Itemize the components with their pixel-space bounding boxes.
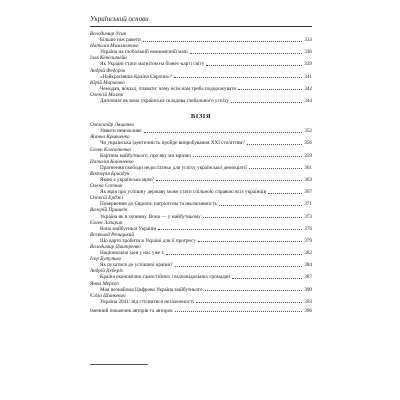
toc-final-entry[interactable]	[90, 308, 312, 314]
entry-title: Що варто зробити в Україні для її прогресу	[100, 237, 196, 244]
dot-leader	[206, 65, 302, 66]
entry-title: Вона майбутньої України	[100, 225, 157, 232]
toc-author: Володимир Усик	[90, 31, 127, 37]
entry-title: Національна ідея у нас уже є	[100, 250, 164, 257]
page-number: 359	[304, 152, 312, 159]
page-number: 342	[304, 85, 312, 92]
entry-title: Картина майбутнього, про яку ми мріємо	[100, 152, 191, 159]
page-number: 393	[304, 298, 312, 305]
dot-leader	[193, 156, 302, 157]
toc-author: Ігор Бутунько	[90, 256, 122, 263]
page-number: 356	[304, 140, 312, 147]
toc-author: Юрій Марченко	[90, 79, 125, 86]
entry-title: Дипломат як вона українська складова глобального успіху	[100, 98, 229, 105]
header-rule	[90, 26, 312, 27]
dot-leader	[205, 290, 303, 291]
dot-leader	[190, 53, 302, 54]
toc-author: Валерій Пришвіч	[90, 207, 128, 214]
footnote-rule	[90, 364, 148, 365]
dot-leader	[268, 193, 302, 194]
page-number: 352	[304, 128, 312, 135]
entry-title: Як мрія про успішну державу може стати спільною справою всіх українців	[100, 189, 267, 196]
toc-author: Олександр Ляшенко	[90, 122, 135, 129]
entry-title: Якою є українська мрія?	[100, 176, 154, 183]
toc-author: Олена Сотник	[90, 183, 123, 190]
page-number: 333	[304, 37, 312, 44]
toc-block-2	[90, 122, 312, 305]
toc-block-1	[90, 31, 312, 104]
entry-title: «Найкрасивша Країна Європи»?	[100, 73, 172, 80]
entry-title: Прагнення свободи недостатньо для успіху української демократії	[100, 164, 247, 171]
entry-title: Як рухатися до успішної країни?	[100, 262, 173, 269]
dot-leader	[175, 266, 303, 267]
page-number: 373	[304, 213, 312, 220]
page-number: 344	[304, 98, 312, 105]
dot-leader	[156, 180, 302, 181]
entry-title: Чи українська ідентичність пройде випробування XXI століттям?	[100, 140, 245, 147]
page-number: 396	[304, 307, 312, 314]
toc-author: Єліза Шинкевич	[90, 292, 126, 299]
toc-author: Вікторія Бриадун	[90, 170, 130, 177]
page-number: 387	[304, 274, 312, 281]
toc-author: Євген Лазарик	[90, 219, 123, 226]
toc-author: Євген Клопотенко	[90, 146, 131, 153]
toc-author: Наталія Михальченко	[90, 43, 139, 50]
entry-title: Україна як я хочемну. Вона — у майбутньому	[100, 213, 201, 220]
page-number: 339	[304, 61, 312, 68]
dot-leader	[175, 311, 302, 312]
dot-leader	[249, 168, 303, 169]
toc-author: Олексій Малюк	[90, 91, 124, 98]
section-title: ВІЗІЯ	[190, 113, 212, 121]
page-number: 379	[304, 237, 312, 244]
page-number: 384	[304, 262, 312, 269]
page-number: 363	[304, 176, 312, 183]
entry-title: Як Україні стати магнітом на бізнес-карті світу	[100, 61, 205, 68]
toc-author: Олексій Ерджі	[90, 195, 123, 202]
toc-author: Наталія Кононенко	[90, 158, 134, 165]
dot-leader	[143, 41, 303, 42]
dot-leader	[196, 302, 302, 303]
dot-leader	[238, 89, 302, 90]
dot-leader	[232, 278, 302, 279]
page-number: 336	[304, 49, 312, 56]
toc-entry[interactable]	[90, 299, 312, 305]
toc-author: Ілля Кенігштейн	[90, 55, 127, 62]
dot-leader	[247, 144, 302, 145]
entry-title: Україна на глобальній економічній мапі	[100, 49, 188, 56]
dot-leader	[144, 132, 303, 133]
dot-leader	[158, 229, 302, 230]
entry-title: Іменний покажчик авторів та авторок	[90, 307, 173, 314]
toc-author: Володимир Дмитренко	[90, 244, 141, 250]
toc-author: Всеволод Речицький	[90, 231, 134, 238]
table-of-contents	[90, 31, 312, 314]
page-number: 367	[304, 189, 312, 196]
running-header: Український основи	[90, 15, 149, 23]
entry-title: Країна економічно самостійних і відповідальних громадян	[100, 274, 230, 281]
entry-title: Повернення до Європи: патріотизм та інклюзивність	[100, 201, 217, 208]
toc-author: Андрій Федоров	[90, 67, 126, 74]
dot-leader	[166, 254, 302, 255]
entry-title: Уявити неможливе	[100, 128, 142, 135]
dot-leader	[174, 77, 303, 78]
dot-leader	[198, 241, 302, 242]
page-number: 376	[304, 225, 312, 232]
dot-leader	[231, 102, 302, 103]
dot-leader	[203, 217, 302, 218]
entry-title: Україна 2041: від стіснитися незалежності	[100, 298, 194, 305]
toc-author: Янна Мерzon	[90, 280, 119, 287]
dot-leader	[219, 205, 302, 206]
page-number: 341	[304, 73, 312, 80]
entry-title: Більше ніж ракети	[100, 37, 141, 44]
toc-author: Жанна Кривченко	[90, 134, 130, 141]
entry-title: Моя незнайома Цифрова Україна майбутнього	[100, 286, 203, 293]
toc-author: Андрій Деберіх	[90, 268, 124, 275]
page-number: 382	[304, 250, 312, 257]
page-number: 390	[304, 286, 312, 293]
entry-title: Чемодан, вокзал, плавати: чому всім нам треба подорожувати	[100, 85, 237, 92]
page-number: 371	[304, 201, 312, 208]
page-number: 361	[304, 164, 312, 171]
